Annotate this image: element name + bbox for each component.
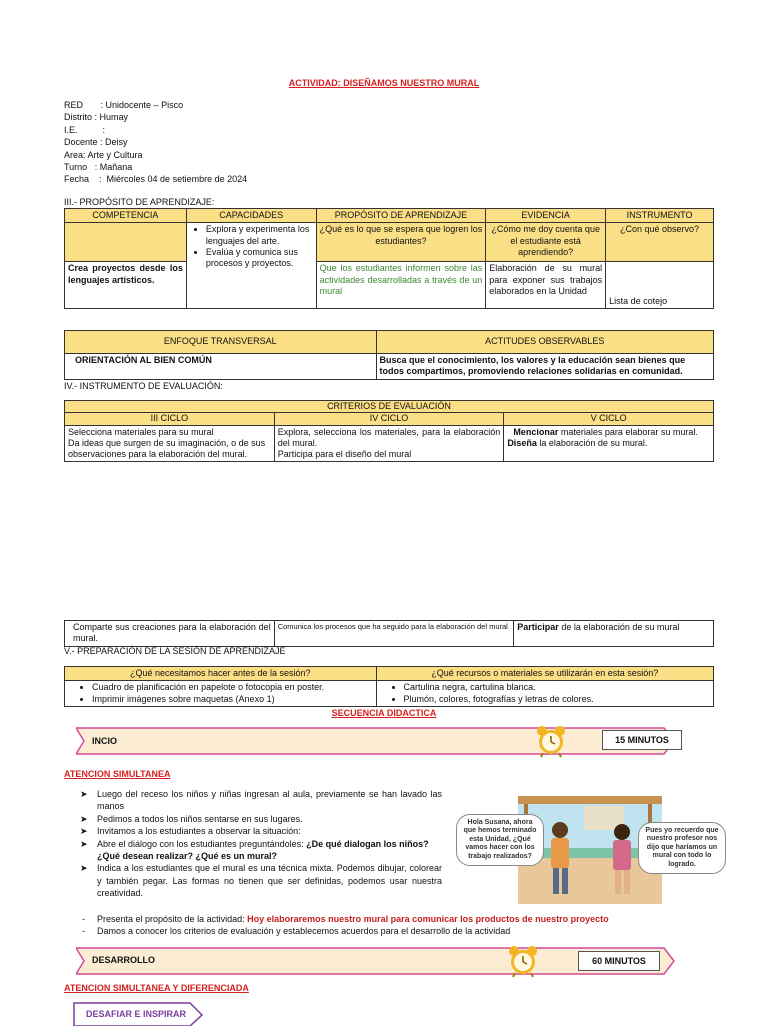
- inicio-list: [80, 788, 442, 900]
- criterio-item: Participa para el diseño del mural: [277, 449, 412, 459]
- section-3-heading: III.- PROPÓSITO DE APRENDIZAJE:: [64, 197, 215, 207]
- section-4-heading: IV.- INSTRUMENTO DE EVALUACIÓN:: [64, 381, 223, 391]
- evidencia-text: Elaboración de su mural para exponer sus trabajos elaborados en la Unidad: [486, 262, 606, 309]
- q-antes: ¿Qué necesitamos hacer antes de la sesión?: [65, 667, 377, 681]
- info-block: [64, 99, 247, 186]
- inicio-banner: [76, 726, 676, 756]
- atencion-simultanea-heading: ATENCION SIMULTANEA: [64, 769, 171, 779]
- ciclo-v-cell: [504, 425, 714, 462]
- preparacion-table: [64, 666, 714, 707]
- criterio-item: Da ideas que surgen de su imaginación, o de sus observaciones para la elaboración del mural.: [68, 437, 266, 459]
- enfoque-table: [64, 330, 714, 380]
- criterio-item: Mencionar materiales para elaborar su mural.: [513, 426, 698, 437]
- arrow-bullet-icon: ➤: [80, 789, 88, 799]
- desarrollo-banner: [76, 946, 676, 976]
- ciclo-iii-cell: [65, 425, 275, 462]
- header-evidencia: EVIDENCIA: [486, 209, 606, 223]
- q-recursos: ¿Qué recursos o materiales se utilizarán en esta sesión?: [376, 667, 713, 681]
- atencion-diferenciada-heading: ATENCION SIMULTANEA Y DIFERENCIADA: [64, 983, 249, 993]
- info-row: Area: Arte y Cultura: [64, 149, 143, 160]
- criterios-continuation-table: [64, 620, 714, 647]
- criterio-cont-v: Participar de la elaboración de su mural: [514, 621, 714, 647]
- ciclo-iii-header: III CICLO: [65, 413, 275, 425]
- enfoque-name: ORIENTACIÓN AL BIEN COMÚN: [65, 354, 377, 380]
- capacidades-cell: [186, 223, 316, 309]
- criterio-item: Explora, selecciona los materiales, para la elaboración del mural.: [277, 426, 501, 448]
- criterio-cont-iv: Comunica los procesos que ha seguido para la elaboración del mural: [274, 621, 514, 647]
- ciclo-v-header: V CICLO: [504, 413, 714, 425]
- antes-item: • Imprimir imágenes sobre maquetas (Anexo 1): [92, 694, 373, 705]
- speech-bubble-left: Hola Susana, ahora que hemos terminado esta Unidad, ¿Qué vamos hacer con los trabajo realizados?: [456, 814, 544, 866]
- header-competencia: COMPETENCIA: [65, 209, 187, 223]
- info-row: Distrito : Humay: [64, 112, 129, 123]
- recursos-cell: [376, 681, 713, 707]
- inicio-minutes: 15 MINUTOS: [602, 730, 682, 750]
- list-item: - Presenta el propósito de la actividad: Hoy elaboraremos nuestro mural para comunicar los productos de nuestro proyecto: [82, 914, 609, 924]
- arrow-bullet-icon: ➤: [80, 813, 88, 824]
- info-row: RED : Unidocente – Pisco: [64, 100, 184, 110]
- desarrollo-minutes: 60 MINUTOS: [578, 951, 660, 971]
- alarm-clock-icon: [506, 944, 540, 981]
- list-item: ➤ Indica a los estudiantes que el mural es una técnica mixta. Podemos dibujar, colorear y también pegar. Las formas no tienen que ser definidas, podemos usar nuestra creatividad.: [80, 863, 442, 899]
- document-title: ACTIVIDAD: DISEÑAMOS NUESTRO MURAL: [288, 78, 480, 88]
- proposito-table: [64, 208, 714, 309]
- list-item: ➤ Abre el diálogo con los estudiantes preguntándoles: ¿De qué dialogan los niños? ¿Qué desean realizar? ¿Qué es un mural?: [80, 838, 429, 862]
- antes-item: • Cuadro de planificación en papelote o fotocopia en poster.: [92, 682, 373, 693]
- inicio-label: INCIO: [92, 736, 118, 746]
- info-row: Turno : Mañana: [64, 162, 133, 173]
- instrumento-text: Lista de cotejo: [606, 262, 714, 309]
- capacidad-item: • Explora y experimenta los lenguajes del arte.: [206, 224, 313, 247]
- criterio-item: Diseña la elaboración de su mural.: [507, 437, 648, 448]
- list-item: ➤ Luego del receso los niños y niñas ingresan al aula, previamente se han lavado las manos: [80, 789, 442, 812]
- ciclo-iv-cell: [274, 425, 504, 462]
- criterio-cont-iii: Comparte sus creaciones para la elaboración del mural.: [65, 621, 275, 647]
- list-item: ➤ Pedimos a todos los niños sentarse en sus lugares.: [80, 813, 303, 824]
- ciclo-iv-header: IV CICLO: [274, 413, 504, 425]
- header-proposito: PROPÓSITO DE APRENDIZAJE: [316, 209, 486, 223]
- criterios-title: CRITERIOS DE EVALUACIÓN: [65, 401, 714, 413]
- criterios-table: [64, 400, 714, 462]
- list-item: ➤ Invitamos a los estudiantes a observar la situación:: [80, 826, 301, 837]
- q-evidencia: ¿Cómo me doy cuenta que el estudiante está aprendiendo?: [486, 223, 606, 262]
- section-5-heading: V.- PREPARACIÓN DE LA SESIÓN DE APRENDIZAJE: [64, 646, 286, 656]
- info-row: Fecha : Miércoles 04 de setiembre de 2024: [64, 174, 248, 185]
- desafiar-banner: [72, 1002, 204, 1026]
- arrow-bullet-icon: ➤: [80, 826, 88, 837]
- info-row: I.E. :: [64, 124, 108, 135]
- header-capacidades: CAPACIDADES: [186, 209, 316, 223]
- antes-cell: [65, 681, 377, 707]
- enfoque-header: ENFOQUE TRANSVERSAL: [65, 331, 377, 354]
- secuencia-heading: SECUENCIA DIDACTICA: [331, 708, 437, 718]
- proposito-text: Que los estudiantes informen sobre las actividades desarrolladas a través de un mural: [316, 262, 486, 309]
- actitud-text: Busca que el conocimiento, los valores y la educación sean bienes que todos compartimos, promoviendo relaciones solidarias en comunidad.: [376, 354, 713, 380]
- arrow-bullet-icon: ➤: [80, 863, 88, 874]
- info-row: Docente : Deisy: [64, 137, 128, 148]
- q-proposito: ¿Qué es lo que se espera que logren los estudiantes?: [316, 223, 486, 262]
- q-instrumento: ¿Con qué observo?: [606, 223, 714, 262]
- arrow-bullet-icon: ➤: [80, 838, 88, 849]
- alarm-clock-icon: [534, 724, 568, 761]
- capacidad-item: • Evalúa y comunica sus procesos y proyectos.: [206, 247, 313, 270]
- situation-illustration: [452, 796, 719, 904]
- recurso-item: • Cartulina negra, cartulina blanca.: [404, 682, 710, 693]
- speech-bubble-right: Pues yo recuerdo que nuestro profesor nos dijo que haríamos un mural con todo lo logrado.: [638, 822, 726, 874]
- competencia-cell-empty: [65, 223, 187, 262]
- actitudes-header: ACTITUDES OBSERVABLES: [376, 331, 713, 354]
- competencia-text: Crea proyectos desde los lenguajes artísticos.: [65, 262, 187, 309]
- header-instrumento: INSTRUMENTO: [606, 209, 714, 223]
- list-item: - Damos a conocer los criterios de evaluación y establecemos acuerdos para el desarrollo de la actividad: [82, 926, 511, 937]
- recurso-item: • Plumón, colores, fotografías y letras de colores.: [404, 694, 710, 705]
- dash-list: [80, 913, 720, 938]
- criterio-item: Selecciona materiales para su mural: [68, 426, 214, 437]
- banner-arrow-shape: [76, 726, 676, 756]
- desarrollo-label: DESARROLLO: [92, 955, 155, 965]
- desafiar-label: DESAFIAR E INSPIRAR: [86, 1009, 187, 1019]
